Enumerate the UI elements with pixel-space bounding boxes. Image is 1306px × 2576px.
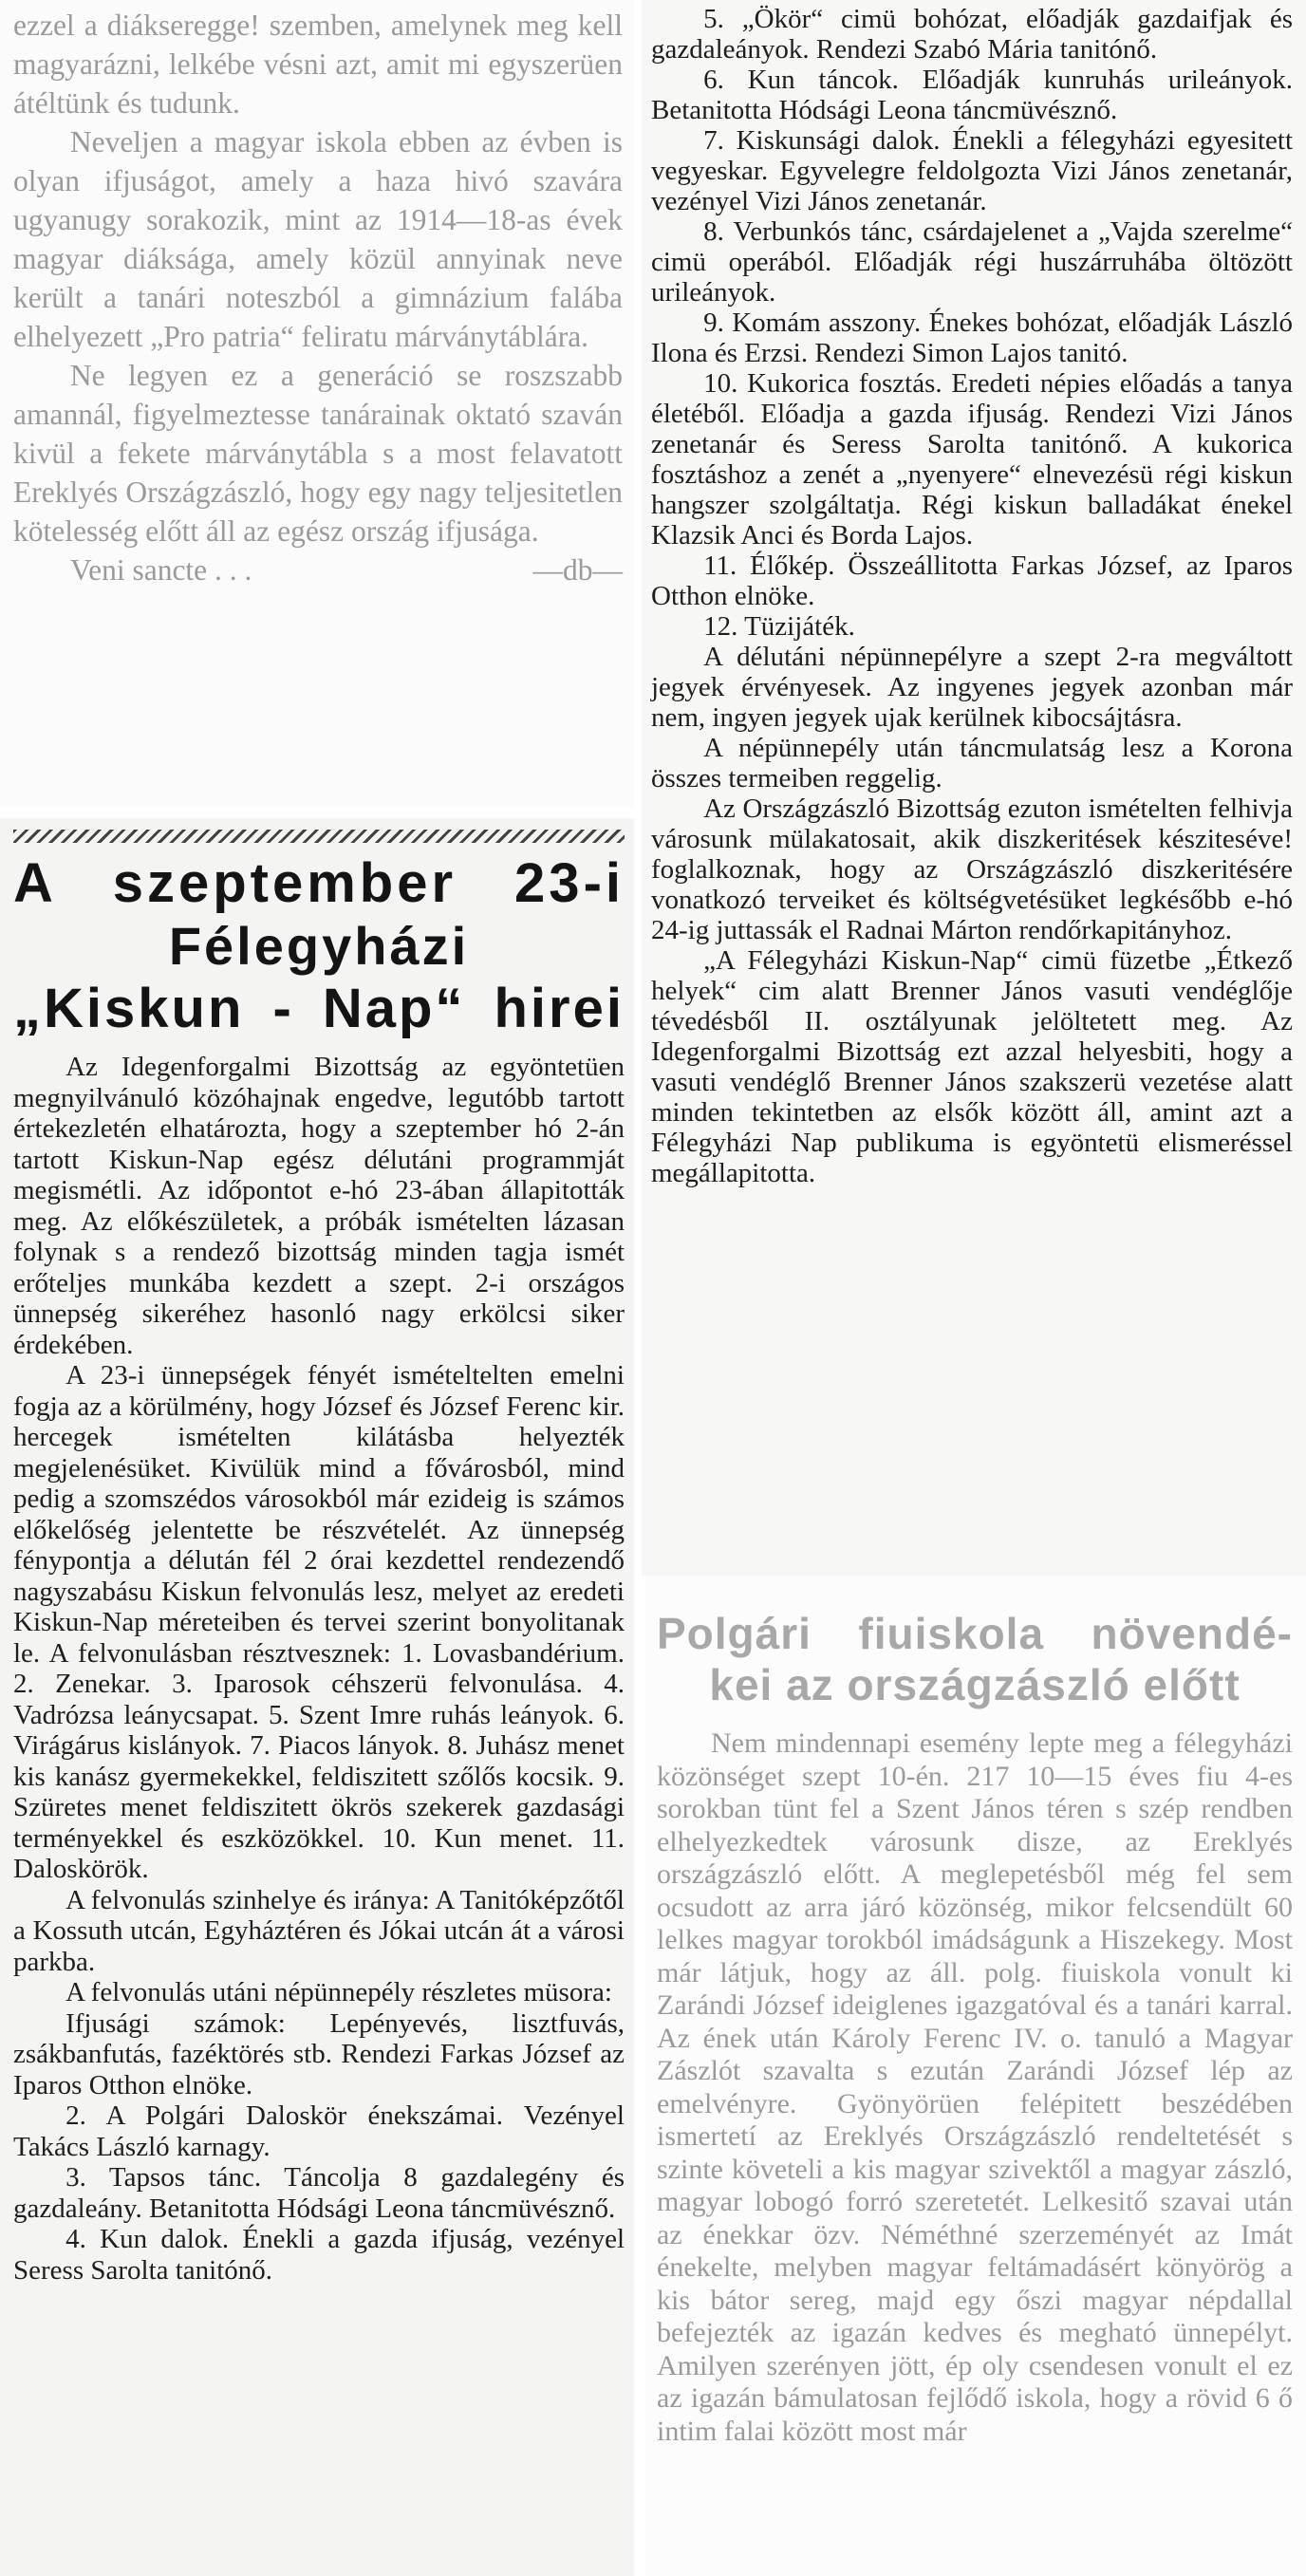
program-item: 6. Kun táncok. Előadják kunruhás urileányok. Betanitotta Hódsági Leona táncmüvésznő. — [651, 65, 1293, 125]
program-item: 7. Kiskunsági dalok. Énekli a félegyházi egyesitett vegyeskar. Egyvelegre feldolgozta Vizi János zenetanár, vezényel Vizi János zenetanár. — [651, 125, 1293, 216]
program-item: 2. A Polgári Daloskör énekszámai. Vezényel Takács László karnagy. — [13, 2100, 625, 2162]
headline-line-1: Polgári fiuiskola növendé- — [657, 1609, 1293, 1658]
paragraph: A felvonulás utáni népünnepély részletes müsora: — [65, 1977, 612, 2007]
column-gutter — [634, 0, 642, 2576]
article-headline — [13, 852, 625, 1040]
paragraph: Ne legyen ez a generáció se roszszabb amannál, figyelmeztesse tanárainak oktató szaván kivül a fekete márványtábla s a most felavatott Ereklyés Országzászló, hogy egy nagy teljesitetlen kötelesség előtt áll az egész ország ifjusága. — [13, 359, 623, 548]
program-item: 10. Kukorica fosztás. Eredeti népies előadás a tanya életéből. Előadja a gazda ifjuság. Rendezi Vizi János zenetanár és Seress Sarolta tanitónő. A kukorica fosztáshoz a zenét a „nyenyere“ elnevezésü régi kiskun hangszer szolgáltatja. Régi kiskun balladákat énekel Klazsik Anci és Borda Lajos. — [651, 368, 1293, 551]
paragraph: ezzel a diákseregge! szemben, amelynek meg kell magyarázni, lelkébe vésni azt, amit mi egyszerüen átéltünk és tudunk. — [13, 9, 623, 120]
headline-line-1: A szeptember 23-i — [13, 852, 625, 914]
signature: —db— — [532, 553, 623, 587]
paragraph: Az Országzászló Bizottság ezuton ismételten felhivja városunk mülakatosait, akik diszkeritések késziteséve! foglalkoznak, hogy az Országzászló diszkeritésére vonatkozó terveiket és költségvetésüket legkésőbb e-hó 24-ig juttassák el Radnai Márton rendőrkapitányhoz. — [651, 793, 1293, 945]
clipping-right-column — [642, 0, 1306, 1576]
clipping-polgari-fiuiskola — [645, 1576, 1306, 2576]
headline-line-2: kei az országzászló előtt — [709, 1660, 1241, 1709]
paragraph: A délutáni népünnepélyre a szept 2-ra megváltott jegyek érvényesek. Az ingyenes jegyek azonban már nem, ingyen jegyek ujak kerülnek kibocsájtásra. — [651, 642, 1293, 733]
paragraph: Neveljen a magyar iskola ebben az évben is olyan ifjuságot, amely a haza hivó szavára ugyanugy sorakozik, mint az 1914—18-as évek magyar diáksága, amely közül annyinak neve került a tanári noteszból a gimnázium falába elhelyezett „Pro patria“ feliratu márványtáblára. — [13, 125, 623, 353]
clipping-top-left — [0, 0, 634, 807]
program-item: 8. Verbunkós tánc, csárdajelenet a „Vajda szerelme“ cimü operából. Előadják régi huszárruhába öltözött urileányok. — [651, 216, 1293, 308]
article-headline — [657, 1608, 1293, 1710]
paragraph: A népünnepély után táncmulatság lesz a Korona összes termeiben reggelig. — [651, 733, 1293, 793]
paragraph: A felvonulás szinhelye és iránya: A Tanitóképzőtől a Kossuth utcán, Egyháztéren és Jókai utcán át a városi parkba. — [13, 1884, 625, 1977]
program-item: 4. Kun dalok. Énekli a gazda ifjuság, vezényel Seress Sarolta tanitónő. — [13, 2224, 625, 2286]
closing-line — [13, 551, 623, 589]
closing-text: Veni sancte . . . — [69, 553, 252, 587]
paragraph: A 23-i ünnepségek fényét ismételtelten emelni fogja az a körülmény, hogy József és József Ferenc kir. hercegek ismételten kilátásba helyezték megjelenésüket. Kivülük mind a fővárosból, mind pedig a szomszédos városokból már ezideig is számos előkelőség jelentette be részvételét. Az ünnepség fénypontja a délután fél 2 órai kezdettel rendezendő nagyszabásu Kiskun felvonulás lesz, melyet az eredeti Kiskun-Nap méreteiben és tervei szerint bonyolitanak le. A felvonulásban résztvesznek: 1. Lovasbandérium. 2. Zenekar. 3. Iparosok céhszerü felvonulása. 4. Vadrózsa leánycsapat. 5. Szent Imre ruhás leányok. 6. Virágárus kislányok. 7. Piacos lányok. 8. Juhász menet kis kanász gyermekekkel, feldiszitett szőlős kocsik. 9. Szüretes menet feldiszitett ökrös szekerek gazdasági terményekkel és eszközökkel. 10. Kun menet. 11. Daloskörök. — [13, 1360, 625, 1884]
program-item: 3. Tapsos tánc. Táncolja 8 gazdalegény és gazdaleány. Betanitotta Hódsági Leona táncmüvésznő. — [13, 2162, 625, 2224]
program-item: Ifjusági számok: Lepényevés, lisztfuvás, zsákbanfutás, fazéktörés stb. Rendezi Farkas József az Iparos Otthon elnöke. — [13, 2007, 625, 2100]
program-item: 12. Tüzijáték. — [703, 611, 855, 642]
wavy-divider — [13, 830, 625, 843]
paragraph: „A Félegyházi Kiskun-Nap“ cimü füzetbe „Étkező helyek“ cim alatt Brenner János vasuti vendéglője tévedésből II. osztályunak jelöltetett meg. Az Idegenforgalmi Bizottság ezt azzal helyesbiti, hogy a vasuti vendéglő Brenner János szakszerü vezetése alatt minden tekintetben az elsők között áll, amint azt a Félegyházi Nap publikuma is egyöntetü elismeréssel megállapitotta. — [651, 945, 1293, 1188]
program-item: 5. „Ökör“ cimü bohózat, előadják gazdaifjak és gazdaleányok. Rendezi Szabó Mária tanitónő. — [651, 4, 1293, 65]
headline-line-2: Félegyházi — [168, 916, 470, 976]
clipping-kiskun-nap — [0, 818, 634, 2576]
program-item: 9. Komám asszony. Énekes bohózat, előadják László Ilona és Erzsi. Rendezi Simon Lajos tanitó. — [651, 308, 1293, 368]
headline-line-3: „Kiskun - Nap“ hirei — [13, 978, 625, 1039]
paragraph: Az Idegenforgalmi Bizottság az egyöntetüen megnyilvánuló közóhajnak engedve, legutóbb tartott értekezletén elhatározta, hogy a szeptember hó 2-án tartott Kiskun-Nap egész délutáni programmját megismétli. Az időpontot e-hó 23-ában állapitották meg. Az előkészületek, a próbák ismételten lázasan folynak s a rendező bizottság minden tagja ismét erőteljes munkába kezdett a szept. 2-i országos ünnepség sikeréhez hasonló nagy erkölcsi siker érdekében. — [13, 1052, 625, 1360]
program-item: 11. Élőkép. Összeállitotta Farkas József, az Iparos Otthon elnöke. — [651, 551, 1293, 611]
paragraph: Nem mindennapi esemény lepte meg a félegyházi közönséget szept 10-én. 217 10—15 éves fiu 4-es sorokban tünt fel a Szent János téren s szép rendben elhelyezkedtek városunk disze, az Ereklyés országzászló előtt. A meglepetésből még fel sem ocsudott az arra járó közönség, mikor felcsendült 60 lelkes magyar torokból imádságunk a Hiszekegy. Most már látjuk, hogy az áll. polg. fiuiskola vonult ki Zarándi József ideiglenes igazgatóval és a tanári karral. Az ének után Károly Ferenc IV. o. tanuló a Magyar Zászlót szavalta s ezután Zarándi József lép az emelvényre. Gyönyörüen felépitett beszédében ismertetí az Ereklyés Országzászló rendeltetését s szinte követeli a kis magyar szivektől a magyar zászló, magyar lobogó forró szeretetét. Lelkesitő szavai után az énekkar özv. Néméthné szerzeményét az Imát énekelte, melyben magyar feltámadásért könyörög a kis bátor sereg, majd egy őszi magyar népdallal befejezték az igazán kedves és megható ünnepélyt. Amilyen szerényen jött, ép oly csendesen vonult el ez az igazán bámulatosan fejlődő iskola, hogy a rövid 6 ő intim falai között most már — [657, 1727, 1293, 2447]
